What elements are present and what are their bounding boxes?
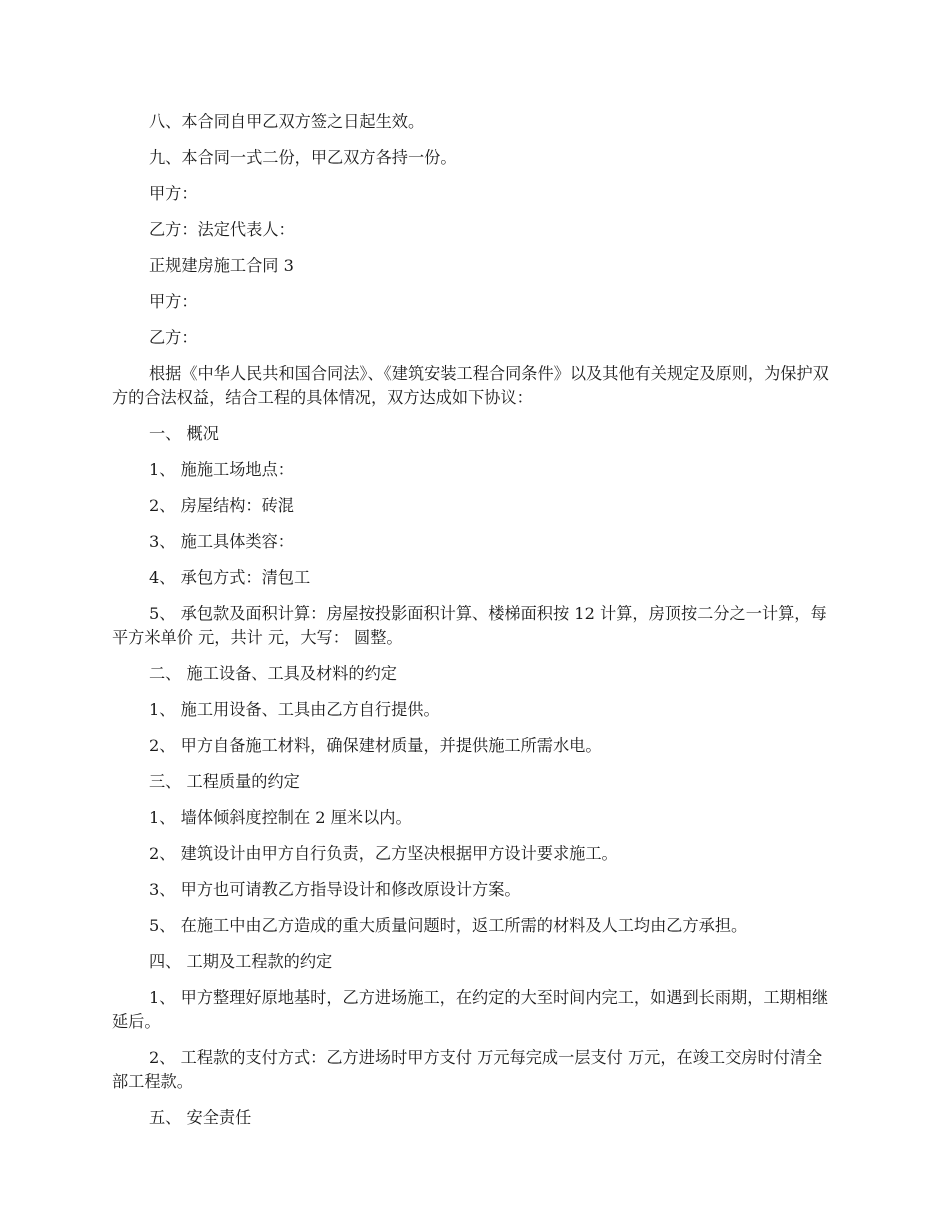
section-5-heading: 五、 安全责任	[149, 1108, 252, 1127]
section-3-item-2: 2、 建筑设计由甲方自行负责，乙方坚决根据甲方设计要求施工。	[149, 844, 618, 863]
section-3-item-1: 1、 墙体倾斜度控制在 2 厘米以内。	[149, 808, 412, 827]
party-a-label: 甲方：	[149, 292, 198, 311]
clause-9-copies: 九、本合同一式二份，甲乙双方各持一份。	[149, 148, 457, 167]
section-4-heading: 四、 工期及工程款的约定	[149, 952, 333, 971]
preamble: 根据《中华人民共和国合同法》、《建筑安装工程合同条件》以及其他有关规定及原则，为保护双方的合法权益，结合工程的具体情况，双方达成如下协议：	[112, 364, 829, 407]
party-a-signature: 甲方：	[149, 184, 198, 203]
party-b-label: 乙方：	[149, 328, 198, 347]
section-1-item-4: 4、 承包方式：清包工	[149, 568, 311, 587]
section-3-item-5: 5、 在施工中由乙方造成的重大质量问题时，返工所需的材料及人工均由乙方承担。	[149, 916, 748, 935]
section-2-item-2: 2、 甲方自备施工材料，确保建材质量，并提供施工所需水电。	[149, 736, 602, 755]
section-3-item-3: 3、 甲方也可请教乙方指导设计和修改原设计方案。	[149, 880, 521, 899]
section-1-item-5: 5、 承包款及面积计算：房屋按投影面积计算、楼梯面积按 12 计算，房顶按二分之一计算，每平方米单价 元，共计 元，大写： 圆整。	[112, 604, 827, 647]
section-1-item-3: 3、 施工具体类容：	[149, 532, 294, 551]
document-body	[112, 110, 832, 1142]
section-2-item-1: 1、 施工用设备、工具由乙方自行提供。	[149, 700, 440, 719]
contract-title: 正规建房施工合同 3	[149, 256, 294, 275]
clause-8-effective: 八、本合同自甲乙双方签之日起生效。	[149, 112, 425, 131]
section-3-heading: 三、 工程质量的约定	[149, 772, 300, 791]
section-4-item-2: 2、 工程款的支付方式：乙方进场时甲方支付 万元每完成一层支付 万元，在竣工交房时付清全部工程款。	[112, 1048, 823, 1091]
party-b-signature: 乙方：法定代表人：	[149, 220, 295, 239]
section-2-heading: 二、 施工设备、工具及材料的约定	[149, 664, 397, 683]
section-1-item-2: 2、 房屋结构：砖混	[149, 496, 294, 515]
section-1-item-1: 1、 施施工场地点：	[149, 460, 294, 479]
section-4-item-1: 1、 甲方整理好原地基时，乙方进场施工，在约定的大至时间内完工，如遇到长雨期，工期相继延后。	[112, 988, 829, 1031]
section-1-heading: 一、 概况	[149, 424, 219, 443]
